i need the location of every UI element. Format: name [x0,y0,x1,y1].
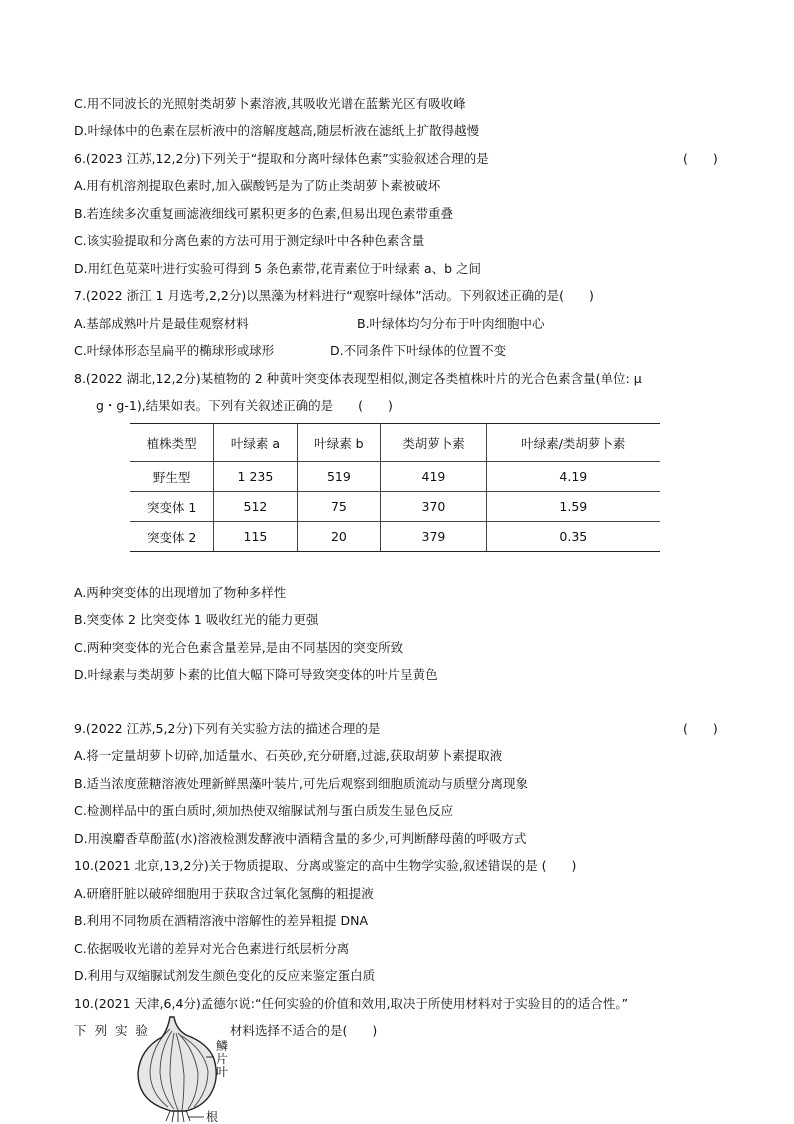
option-d-q7: D.不同条件下叶绿体的位置不变 [330,343,507,358]
option-b-q6: B.若连续多次重复画滤液细线可累积更多的色素,但易出现色素带重叠 [74,206,454,221]
question-9-stem: 9.(2022 江苏,5,2分)下列有关实验方法的描述合理的是 [74,721,381,736]
table-cell: 512 [214,492,297,522]
table-row [130,462,660,492]
question-6-stem: 6.(2023 江苏,12,2分)下列关于“提取和分离叶绿体色素”实验叙述合理的是 [74,151,489,166]
table-header: 叶绿素 a [214,424,297,462]
question-10-stem: 10.(2021 北京,13,2分)关于物质提取、分离或鉴定的高中生物学实验,叙述错误的是 ( ) [74,858,577,873]
option-a-q6: A.用有机溶剂提取色素时,加入碳酸钙是为了防止类胡萝卜素被破坏 [74,178,441,193]
option-b-q8: B.突变体 2 比突变体 1 吸收红光的能力更强 [74,612,319,627]
table-header: 植株类型 [130,424,214,462]
option-d-q10: D.利用与双缩脲试剂发生颜色变化的反应来鉴定蛋白质 [74,968,376,983]
option-a-q7: A.基部成熟叶片是最佳观察材料 [74,316,249,331]
answer-bracket-q6: ( ) [683,151,718,166]
option-b-q7: B.叶绿体均匀分布于叶肉细胞中心 [357,316,545,331]
option-c-q6: C.该实验提取和分离色素的方法可用于测定绿叶中各种色素含量 [74,233,425,248]
table-cell: 379 [381,522,486,552]
table-cell: 4.19 [486,462,660,492]
table-cell: 115 [214,522,297,552]
table-cell: 突变体 1 [130,492,214,522]
table-header: 叶绿素/类胡萝卜素 [486,424,660,462]
table-cell: 1 235 [214,462,297,492]
option-a-q8: A.两种突变体的出现增加了物种多样性 [74,585,287,600]
table-cell: 75 [297,492,381,522]
scale-leaf-label: 鳞 片 叶 [216,1039,229,1079]
table-header: 叶绿素 b [297,424,381,462]
pigment-table [130,423,660,552]
table-header-row [130,424,660,462]
question-10b-stem: 10.(2021 天津,6,4分)孟德尔说:“任何实验的价值和效用,取决于所使用材料对于实验目的的适合性。” [74,996,629,1011]
option-d-q8: D.叶绿素与类胡萝卜素的比值大幅下降可导致突变体的叶片呈黄色 [74,667,438,682]
table-cell: 突变体 2 [130,522,214,552]
question-10b-stem-cont-2: 材料选择不适合的是( ) [230,1023,378,1038]
table-cell: 20 [297,522,381,552]
table-row [130,522,660,552]
option-c-q7: C.叶绿体形态呈扁平的椭球形或球形 [74,343,275,358]
option-d-q6: D.用红色苋菜叶进行实验可得到 5 条色素带,花青素位于叶绿素 a、b 之间 [74,261,482,276]
answer-bracket-q9: ( ) [683,721,718,736]
table-header: 类胡萝卜素 [381,424,486,462]
table-cell: 1.59 [486,492,660,522]
question-8-stem-cont: g・g-1),结果如表。下列有关叙述正确的是 ( ) [96,398,393,413]
option-c-q9: C.检测样品中的蛋白质时,须加热使双缩脲试剂与蛋白质发生显色反应 [74,803,454,818]
table-row [130,492,660,522]
option-b-q9: B.适当浓度蔗糖溶液处理新鲜黑藻叶装片,可先后观察到细胞质流动与质壁分离现象 [74,776,529,791]
option-a-q10: A.研磨肝脏以破碎细胞用于获取含过氧化氢酶的粗提液 [74,886,374,901]
question-10b-stem-cont: 下 列 实 验 [74,1023,150,1038]
table-cell: 370 [381,492,486,522]
option-d-q5: D.叶绿体中的色素在层析液中的溶解度越高,随层析液在滤纸上扩散得越慢 [74,123,480,138]
option-d-q9: D.用溴麝香草酚蓝(水)溶液检测发酵液中酒精含量的多少,可判断酵母菌的呼吸方式 [74,831,527,846]
root-label: 根 [206,1110,219,1124]
question-7-stem: 7.(2022 浙江 1 月选考,2,2分)以黑藻为材料进行“观察叶绿体”活动。下列叙述正确的是( ) [74,288,594,303]
option-c-q8: C.两种突变体的光合色素含量差异,是由不同基因的突变所致 [74,640,404,655]
table-cell: 519 [297,462,381,492]
option-b-q10: B.利用不同物质在酒精溶液中溶解性的差异粗提 DNA [74,913,369,928]
table-cell: 419 [381,462,486,492]
option-c-q5: C.用不同波长的光照射类胡萝卜素溶液,其吸收光谱在蓝紫光区有吸收峰 [74,96,466,111]
option-c-q10: C.依据吸收光谱的差异对光合色素进行纸层析分离 [74,941,350,956]
table-cell: 野生型 [130,462,214,492]
table-cell: 0.35 [486,522,660,552]
question-8-stem: 8.(2022 湖北,12,2分)某植物的 2 种黄叶突变体表现型相似,测定各类植株叶片的光合色素含量(单位: μ [74,371,642,386]
option-a-q9: A.将一定量胡萝卜切碎,加适量水、石英砂,充分研磨,过滤,获取胡萝卜素提取液 [74,748,503,763]
